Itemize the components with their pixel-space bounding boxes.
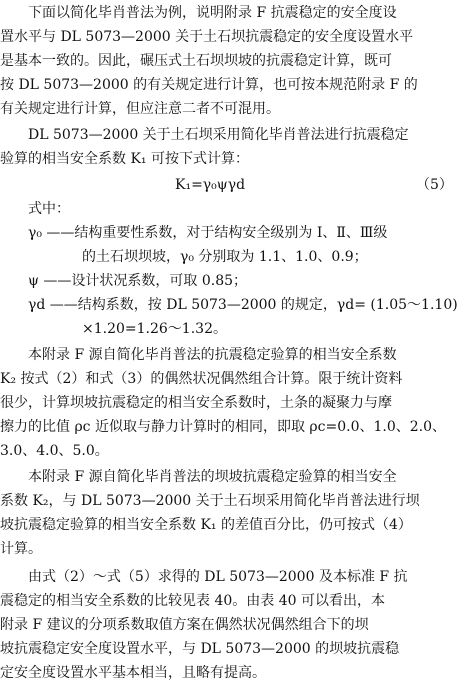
definition-gamma0: γ₀ ——结构重要性系数，对于结构安全级别为 Ⅰ、Ⅱ、Ⅲ级	[28, 225, 388, 241]
paragraph-2-line-2: 验算的相当安全系数 K₁ 可按下式计算：	[0, 151, 249, 167]
paragraph-5-line-3: 附录 F 建议的分项系数取值方案在偶然状况偶然组合下的坝	[0, 617, 369, 633]
paragraph-5-line-5: 定安全度设置水平基本相当，且略有提高。	[0, 665, 266, 681]
paragraph-3-line-2: K₂ 按式（2）和式（3）的偶然状况偶然组合计算。限于统计资料	[0, 371, 403, 387]
paragraph-3-line-3: 很少，计算坝坡抗震稳定的相当安全系数时，土条的凝聚力与摩	[0, 395, 392, 411]
definition-psi: ψ ——设计状况系数，可取 0.85；	[28, 273, 248, 289]
paragraph-3-line-5: 3.0、4.0、5.0。	[0, 443, 109, 459]
paragraph-5-line-4: 坡抗震稳定安全度设置水平，与 DL 5073—2000 的坝坡抗震稳	[0, 641, 400, 657]
paragraph-1-line-2: 置水平与 DL 5073—2000 关于土石坝抗震稳定的安全度设置水平	[0, 29, 414, 45]
paragraph-4-line-2: 系数 K₂，与 DL 5073—2000 关于土石坝采用简化毕肖普法进行坝	[0, 493, 420, 509]
paragraph-5-line-1: 由式（2）～式（5）求得的 DL 5073—2000 及本标准 F 抗	[28, 569, 408, 585]
paragraph-1-line-5: 有关规定进行计算，但应注意二者不可混用。	[0, 101, 280, 117]
paragraph-1-line-3: 是基本一致的。因此，碾压式土石坝坝坡的抗震稳定计算，既可	[0, 53, 392, 69]
equation-formula: K₁=γ₀ψγd	[175, 177, 246, 193]
paragraph-3-line-4: 擦力的比值 ρc 近似取与静力计算时的相同，即取 ρc=0.0、1.0、2.0、	[0, 419, 447, 435]
definition-gammad-cont: ×1.20=1.26～1.32。	[82, 321, 227, 337]
paragraph-4-line-3: 坡抗震稳定验算的相当安全系数 K₁ 的差值百分比，仍可按式（4）	[0, 517, 412, 533]
paragraph-4-line-1: 本附录 F 源自简化毕肖普法的坝坡抗震稳定验算的相当安全	[28, 469, 397, 485]
paragraph-2-line-1: DL 5073—2000 关于土石坝采用简化毕肖普法进行抗震稳定	[28, 127, 409, 143]
paragraph-4-line-4: 计算。	[0, 541, 42, 557]
paragraph-1-line-1: 下面以简化毕肖普法为例，说明附录 F 抗震稳定的安全度设	[28, 5, 397, 21]
where-label: 式中：	[28, 201, 70, 217]
paragraph-3-line-1: 本附录 F 源自简化毕肖普法的抗震稳定验算的相当安全系数	[28, 347, 397, 363]
equation-number: （5）	[416, 177, 453, 193]
definition-gammad: γd ——结构系数，按 DL 5073—2000 的规定，γd= (1.05～1.10)	[28, 297, 458, 313]
paragraph-5-line-2: 震稳定的相当安全系数的比较见表 40。由表 40 可以看出，本	[0, 593, 385, 609]
definition-gamma0-cont: 的土石坝坝坡，γ₀ 分别取为 1.1、1.0、0.9；	[82, 249, 368, 265]
paragraph-1-line-4: 按 DL 5073—2000 的有关规定进行计算，也可按本规范附录 F 的	[0, 77, 418, 93]
